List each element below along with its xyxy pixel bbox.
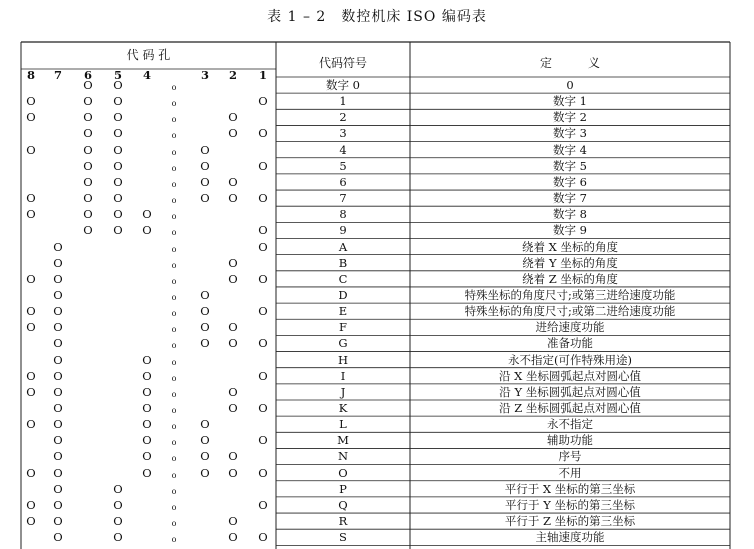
- hole-column-label: 5: [113, 68, 122, 82]
- code-hole-mark: O: [258, 530, 268, 545]
- code-symbol-cell: G: [338, 336, 348, 351]
- code-hole-mark: O: [200, 174, 210, 189]
- code-symbol-cell: L: [339, 417, 347, 432]
- code-hole-mark: O: [142, 384, 152, 399]
- code-hole-mark: O: [142, 401, 152, 415]
- code-hole-mark: O: [26, 465, 36, 480]
- code-hole-mark: O: [200, 304, 210, 319]
- code-hole-mark: O: [258, 401, 268, 415]
- code-hole-mark: O: [228, 320, 238, 335]
- code-hole-mark: O: [200, 336, 210, 351]
- definition-cell: 数字 4: [553, 142, 587, 157]
- code-hole-mark: O: [53, 271, 63, 286]
- code-symbol-cell: F: [339, 320, 347, 335]
- code-hole-mark: O: [53, 368, 63, 383]
- code-symbol-cell: 7: [339, 191, 347, 206]
- code-hole-mark: O: [113, 497, 123, 512]
- definition-cell: 平行于 Z 坐标的第三坐标: [504, 514, 636, 529]
- code-hole-mark: O: [200, 142, 210, 157]
- hole-column-label: 7: [53, 68, 62, 82]
- code-hole-mark: O: [53, 417, 63, 432]
- definition-cell: 绕着 X 坐标的角度: [522, 239, 618, 254]
- definition-cell: 数字 1: [553, 94, 587, 109]
- code-hole-mark: O: [53, 255, 63, 270]
- code-hole-mark: O: [53, 336, 63, 351]
- code-hole-mark: O: [26, 271, 36, 286]
- code-hole-mark: O: [228, 336, 238, 351]
- code-hole-mark: O: [200, 158, 210, 173]
- sprocket-hole-mark: o: [171, 309, 177, 319]
- code-hole-mark: O: [113, 223, 123, 238]
- code-hole-mark: O: [258, 271, 268, 286]
- code-symbol-cell: 9: [339, 223, 347, 238]
- sprocket-hole-mark: o: [171, 260, 177, 270]
- code-hole-mark: O: [53, 239, 63, 254]
- sprocket-hole-mark: o: [171, 454, 177, 464]
- definition-cell: 绕着 Z 坐标的角度: [522, 271, 618, 286]
- code-hole-mark: O: [53, 384, 63, 399]
- definition-cell: 主轴速度功能: [535, 530, 605, 545]
- code-hole-mark: O: [113, 207, 123, 222]
- code-hole-mark: O: [83, 142, 93, 157]
- code-hole-mark: O: [142, 417, 152, 432]
- code-hole-mark: O: [26, 191, 36, 206]
- sprocket-hole-mark: o: [171, 502, 177, 512]
- code-hole-mark: O: [200, 287, 210, 302]
- code-symbol-cell: R: [338, 514, 348, 529]
- code-symbol-cell: A: [338, 239, 348, 254]
- code-hole-mark: O: [228, 110, 238, 125]
- definition-cell: 数字 8: [553, 207, 587, 222]
- code-hole-mark: O: [228, 514, 238, 529]
- code-hole-mark: O: [53, 530, 63, 545]
- code-hole-mark: O: [200, 320, 210, 335]
- code-hole-mark: O: [83, 223, 93, 238]
- sprocket-hole-mark: o: [171, 470, 177, 480]
- definition-cell: 平行于 X 坐标的第三坐标: [504, 481, 636, 496]
- code-symbol-cell: I: [340, 368, 346, 383]
- code-hole-mark: O: [113, 142, 123, 157]
- code-hole-mark: O: [53, 320, 63, 335]
- code-hole-mark: O: [83, 191, 93, 206]
- sprocket-hole-mark: o: [171, 147, 177, 157]
- sprocket-hole-mark: o: [171, 519, 177, 529]
- code-hole-mark: O: [26, 514, 36, 529]
- definition-cell: 数字 2: [553, 110, 587, 125]
- code-hole-mark: O: [53, 287, 63, 302]
- code-hole-mark: O: [83, 174, 93, 189]
- code-symbol-cell: 2: [339, 110, 347, 125]
- code-hole-mark: O: [228, 174, 238, 189]
- sprocket-hole-mark: o: [171, 373, 177, 383]
- code-hole-mark: O: [228, 465, 238, 480]
- sprocket-hole-mark: o: [171, 163, 177, 173]
- code-hole-mark: O: [142, 449, 152, 464]
- code-hole-mark: O: [200, 433, 210, 448]
- code-symbol-cell: 5: [339, 158, 347, 173]
- hole-column-label: 3: [200, 68, 209, 82]
- definition-cell: 进给速度功能: [535, 320, 605, 335]
- code-symbol-cell: 8: [339, 207, 347, 222]
- code-hole-mark: O: [200, 449, 210, 464]
- sprocket-hole-mark: o: [171, 325, 177, 335]
- sprocket-hole-mark: o: [171, 83, 177, 92]
- code-hole-mark: O: [113, 126, 123, 141]
- code-hole-mark: O: [26, 368, 36, 383]
- code-symbol-cell: E: [338, 304, 348, 319]
- definition-cell: 数字 5: [553, 158, 587, 173]
- code-hole-mark: O: [113, 78, 123, 92]
- definition-cell: 特殊坐标的角度尺寸;或第三进给速度功能: [464, 287, 676, 302]
- code-hole-mark: O: [258, 497, 268, 512]
- code-symbol-cell: O: [338, 465, 348, 480]
- code-hole-mark: O: [258, 223, 268, 238]
- code-hole-mark: O: [258, 158, 268, 173]
- sprocket-hole-mark: o: [171, 228, 177, 238]
- code-hole-mark: O: [258, 465, 268, 480]
- sprocket-hole-mark: o: [171, 357, 177, 367]
- code-hole-mark: O: [142, 465, 152, 480]
- code-hole-mark: O: [228, 449, 238, 464]
- sprocket-hole-mark: o: [171, 389, 177, 399]
- code-hole-mark: O: [83, 207, 93, 222]
- code-hole-mark: O: [228, 530, 238, 545]
- code-hole-mark: O: [26, 304, 36, 319]
- code-symbol-cell: 1: [339, 94, 347, 109]
- code-hole-mark: O: [200, 465, 210, 480]
- code-symbol-cell: H: [337, 352, 349, 367]
- hole-column-label: 4: [142, 68, 151, 82]
- code-symbol-cell: N: [337, 449, 349, 464]
- definition-cell: 辅助功能: [547, 433, 593, 448]
- sprocket-hole-mark: o: [171, 535, 177, 545]
- code-hole-mark: O: [258, 126, 268, 141]
- sprocket-hole-mark: o: [171, 406, 177, 415]
- code-hole-mark: O: [113, 110, 123, 125]
- code-hole-mark: O: [26, 497, 36, 512]
- definition-cell: 数字 7: [553, 191, 587, 206]
- code-hole-mark: O: [258, 94, 268, 109]
- code-hole-mark: O: [113, 514, 123, 529]
- sprocket-hole-mark: o: [171, 196, 177, 206]
- code-hole-mark: O: [53, 433, 63, 448]
- definition-cell: 永不指定(可作特殊用途): [508, 352, 632, 367]
- header-code-symbol: 代码符号: [318, 56, 367, 70]
- sprocket-hole-mark: o: [171, 179, 177, 189]
- code-hole-mark: O: [53, 497, 63, 512]
- code-hole-mark: O: [228, 384, 238, 399]
- definition-cell: 沿 Y 坐标圆弧起点对圆心值: [499, 384, 641, 399]
- definition-cell: 绕着 Y 坐标的角度: [522, 255, 618, 270]
- definition-cell: 数字 3: [553, 126, 587, 141]
- sprocket-hole-mark: o: [171, 276, 177, 286]
- code-hole-mark: O: [258, 191, 268, 206]
- hole-column-label: 1: [258, 68, 267, 82]
- hole-column-label: 2: [228, 68, 237, 82]
- definition-cell: 沿 Z 坐标圆弧起点对圆心值: [499, 401, 641, 415]
- code-hole-mark: O: [53, 481, 63, 496]
- sprocket-hole-mark: o: [171, 486, 177, 496]
- code-symbol-cell: 数字 0: [326, 78, 360, 92]
- definition-cell: 数字 6: [553, 174, 587, 189]
- definition-cell: 永不指定: [547, 417, 593, 432]
- code-hole-mark: O: [142, 433, 152, 448]
- code-symbol-cell: J: [340, 384, 346, 399]
- code-hole-mark: O: [142, 207, 152, 222]
- code-hole-mark: O: [142, 223, 152, 238]
- code-hole-mark: O: [258, 433, 268, 448]
- code-hole-mark: O: [26, 142, 36, 157]
- code-symbol-cell: K: [338, 401, 348, 415]
- sprocket-hole-mark: o: [171, 115, 177, 125]
- sprocket-hole-mark: o: [171, 438, 177, 448]
- sprocket-hole-mark: o: [171, 131, 177, 141]
- sprocket-hole-mark: o: [171, 341, 177, 351]
- code-hole-mark: O: [258, 239, 268, 254]
- code-hole-mark: O: [26, 207, 36, 222]
- code-hole-mark: O: [53, 449, 63, 464]
- code-hole-mark: O: [26, 110, 36, 125]
- definition-cell: 序号: [558, 449, 582, 464]
- table-caption: 表 1 – 2 数控机床 ISO 编码表: [267, 9, 487, 25]
- code-hole-mark: O: [113, 530, 123, 545]
- code-hole-mark: O: [228, 271, 238, 286]
- sprocket-hole-mark: o: [171, 99, 177, 109]
- definition-cell: 0: [566, 78, 574, 92]
- code-hole-mark: O: [83, 126, 93, 141]
- sprocket-hole-mark: o: [171, 244, 177, 254]
- definition-cell: 平行于 Y 坐标的第三坐标: [505, 497, 635, 512]
- code-symbol-cell: B: [338, 255, 348, 270]
- code-hole-mark: O: [113, 158, 123, 173]
- sprocket-hole-mark: o: [171, 292, 177, 302]
- sprocket-hole-mark: o: [171, 422, 177, 432]
- sprocket-hole-mark: o: [171, 212, 177, 222]
- code-hole-mark: O: [113, 191, 123, 206]
- code-hole-mark: O: [26, 320, 36, 335]
- header-code-holes: 代 码 孔: [126, 48, 171, 62]
- code-symbol-cell: 4: [339, 142, 347, 157]
- code-hole-mark: O: [53, 304, 63, 319]
- definition-cell: 准备功能: [547, 336, 593, 351]
- code-hole-mark: O: [228, 126, 238, 141]
- code-hole-mark: O: [200, 417, 210, 432]
- hole-column-label: 6: [83, 68, 92, 82]
- code-hole-mark: O: [228, 401, 238, 415]
- code-hole-mark: O: [258, 336, 268, 351]
- code-hole-mark: O: [228, 191, 238, 206]
- code-hole-mark: O: [200, 191, 210, 206]
- code-hole-mark: O: [113, 481, 123, 496]
- code-hole-mark: O: [142, 368, 152, 383]
- definition-cell: 不用: [558, 465, 582, 480]
- code-hole-mark: O: [83, 78, 93, 92]
- code-hole-mark: O: [258, 368, 268, 383]
- code-hole-mark: O: [83, 158, 93, 173]
- hole-column-label: 8: [26, 68, 35, 82]
- code-hole-mark: O: [83, 110, 93, 125]
- code-hole-mark: O: [26, 94, 36, 109]
- code-symbol-cell: P: [339, 481, 347, 496]
- definition-cell: 数字 9: [553, 223, 587, 238]
- code-symbol-cell: D: [338, 287, 348, 302]
- code-hole-mark: O: [113, 174, 123, 189]
- code-hole-mark: O: [26, 384, 36, 399]
- code-hole-mark: O: [258, 304, 268, 319]
- header-definition: 定 义: [539, 56, 600, 70]
- code-hole-mark: O: [53, 514, 63, 529]
- code-hole-mark: O: [142, 352, 152, 367]
- code-symbol-cell: M: [337, 433, 349, 448]
- code-hole-mark: O: [53, 401, 63, 415]
- code-symbol-cell: 3: [339, 126, 347, 141]
- code-hole-mark: O: [26, 417, 36, 432]
- code-hole-mark: O: [53, 465, 63, 480]
- code-hole-mark: O: [53, 352, 63, 367]
- code-hole-mark: O: [113, 94, 123, 109]
- code-hole-mark: O: [228, 255, 238, 270]
- definition-cell: 沿 X 坐标圆弧起点对圆心值: [499, 368, 641, 383]
- code-symbol-cell: C: [338, 271, 348, 286]
- code-symbol-cell: 6: [339, 174, 347, 189]
- code-symbol-cell: S: [339, 530, 347, 545]
- code-hole-mark: O: [83, 94, 93, 109]
- definition-cell: 特殊坐标的角度尺寸;或第二进给速度功能: [464, 304, 676, 319]
- code-symbol-cell: Q: [338, 497, 348, 512]
